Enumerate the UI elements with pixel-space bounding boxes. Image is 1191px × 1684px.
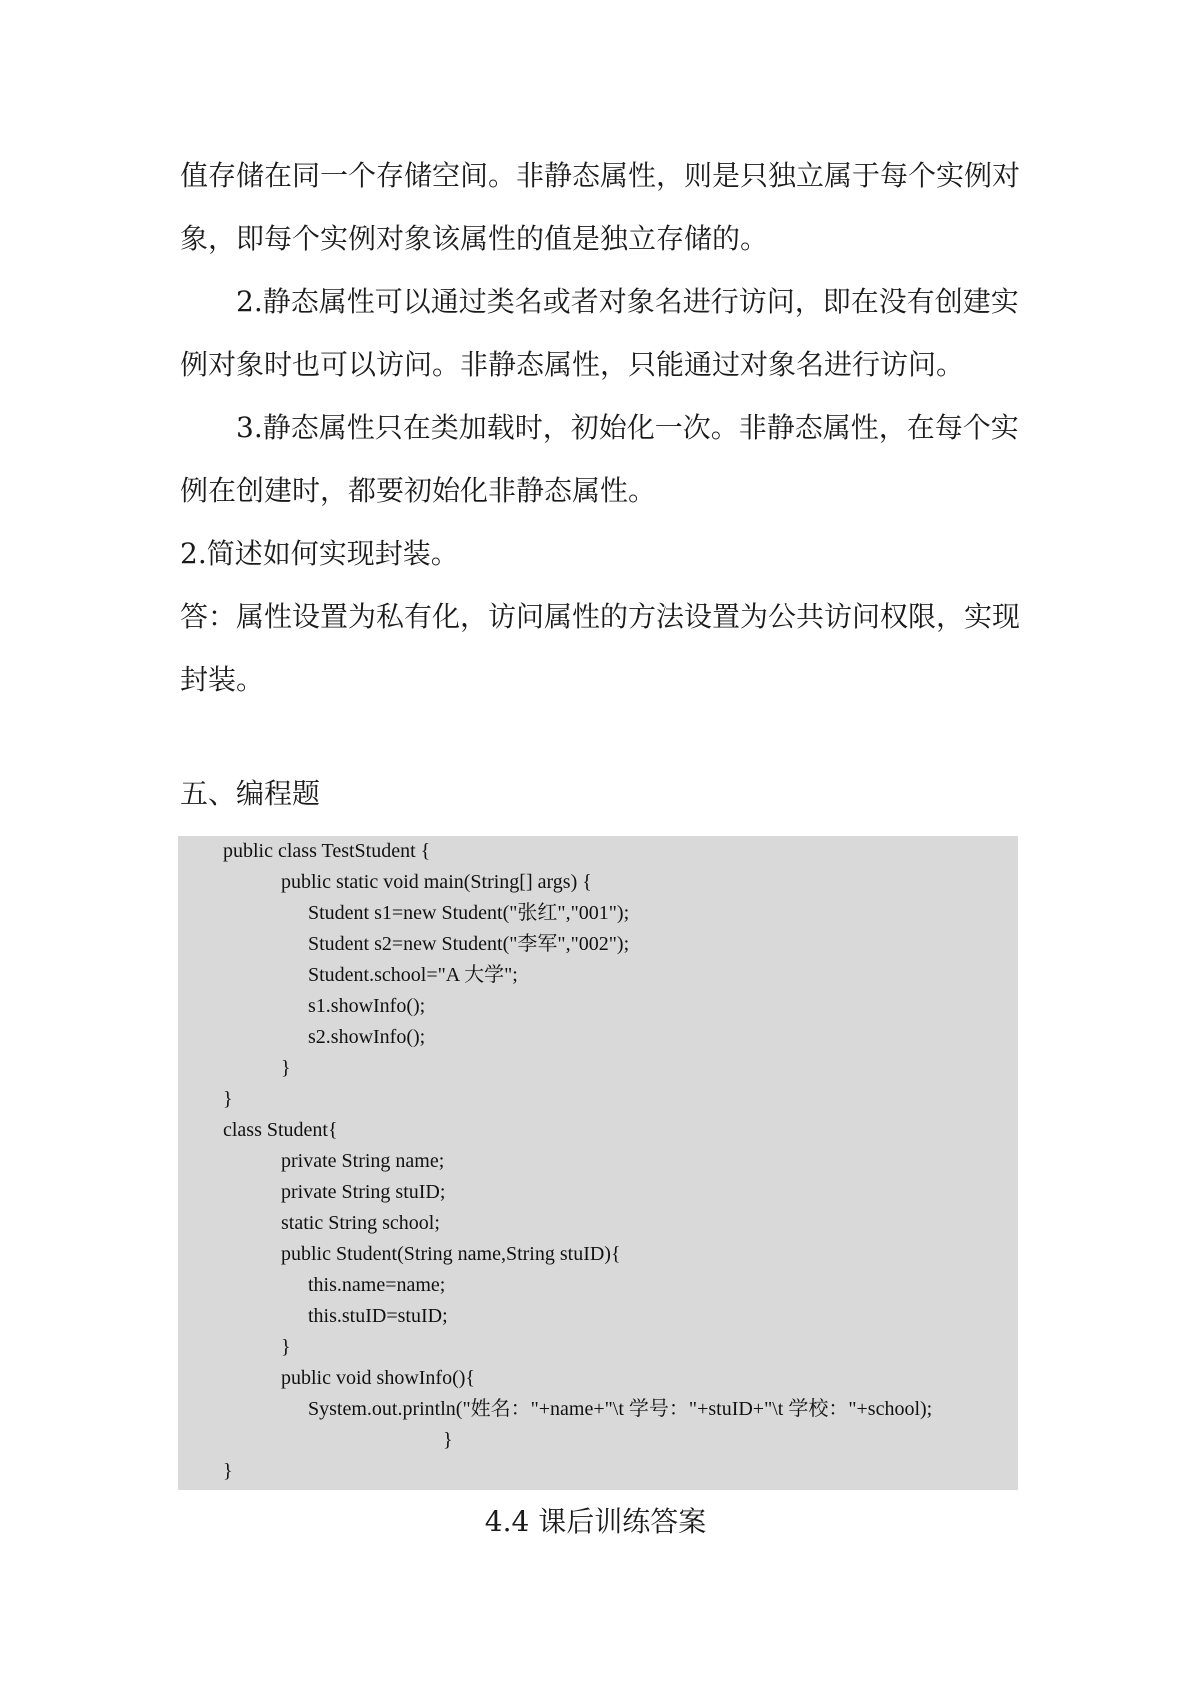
code-line: }: [443, 1429, 453, 1451]
code-line: public class TestStudent {: [223, 840, 431, 862]
code-line: class Student{: [223, 1119, 338, 1141]
paragraph-line: 象，即每个实例对象该属性的值是独立存储的。: [180, 222, 769, 255]
section-heading: 五、编程题: [180, 777, 321, 810]
code-line: }: [223, 1088, 233, 1110]
code-line: public void showInfo(){: [281, 1367, 476, 1389]
code-line: Student.school="A 大学";: [308, 964, 518, 986]
paragraph-line: 3.静态属性只在类加载时，初始化一次。非静态属性，在每个实: [236, 411, 1019, 444]
code-line: Student s1=new Student("张红","001");: [308, 902, 630, 924]
code-line: }: [223, 1460, 233, 1482]
code-line: private String name;: [281, 1150, 445, 1172]
question-line: 2.简述如何实现封装。: [180, 537, 459, 570]
code-line: s1.showInfo();: [308, 995, 426, 1017]
paragraph-line: 例对象时也可以访问。非静态属性，只能通过对象名进行访问。: [180, 348, 965, 381]
answer-line: 答：属性设置为私有化，访问属性的方法设置为公共访问权限，实现: [180, 600, 1021, 633]
code-line: }: [281, 1057, 291, 1079]
code-line: Student s2=new Student("李军","002");: [308, 933, 630, 955]
code-block: [178, 836, 1018, 1490]
paragraph-line: 例在创建时，都要初始化非静态属性。: [180, 474, 657, 507]
paragraph-line: 值存储在同一个存储空间。非静态属性，则是只独立属于每个实例对: [180, 159, 1021, 192]
code-line: private String stuID;: [281, 1181, 446, 1203]
figure-caption: 4.4 课后训练答案: [484, 1505, 707, 1538]
code-line: }: [281, 1336, 291, 1358]
paragraph-line: 2.静态属性可以通过类名或者对象名进行访问，即在没有创建实: [236, 285, 1019, 318]
code-line: public Student(String name,String stuID){: [281, 1243, 621, 1265]
code-line: this.name=name;: [308, 1274, 446, 1296]
code-line: System.out.println("姓名："+name+"\t 学号："+stuID+"\t 学校："+school);: [308, 1398, 933, 1420]
code-line: s2.showInfo();: [308, 1026, 426, 1048]
code-line: this.stuID=stuID;: [308, 1305, 448, 1327]
answer-line: 封装。: [180, 663, 265, 696]
code-line: static String school;: [281, 1212, 440, 1234]
code-line: public static void main(String[] args) {: [281, 871, 592, 893]
